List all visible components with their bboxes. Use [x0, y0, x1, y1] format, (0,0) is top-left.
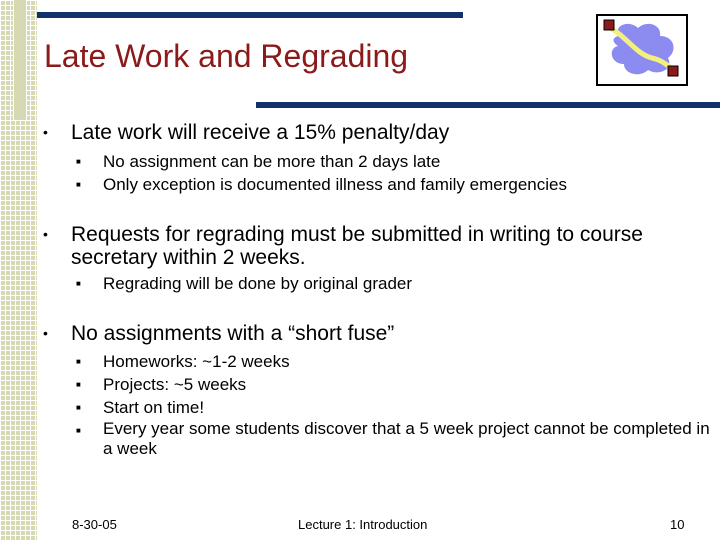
- bullet-2-text: Requests for regrading must be submitted in writing to course secretary within 2 weeks.: [71, 223, 643, 269]
- sub-bullet-text: Only exception is documented illness and family emergencies: [103, 175, 567, 194]
- sub-bullet-dot-icon: ■: [76, 403, 81, 412]
- sub-bullet-dot-icon: ■: [76, 426, 81, 435]
- bullet-list: [43, 121, 713, 459]
- sub-bullet-text: Every year some students discover that a 5 week project cannot be completed in a week: [103, 419, 710, 458]
- sub-bullet: [43, 396, 713, 419]
- slide-title: Late Work and Regrading: [44, 38, 409, 74]
- footer-date: 8-30-05: [72, 517, 117, 532]
- page-number: 10: [670, 517, 685, 532]
- left-strip-bar: [13, 0, 27, 120]
- sub-bullet-dot-icon: ■: [76, 279, 81, 288]
- title-bottom-rule: [256, 102, 720, 108]
- sub-bullet-text: Start on time!: [103, 398, 205, 417]
- sub-bullet-dot-icon: ■: [76, 357, 81, 366]
- sub-bullet: [43, 350, 713, 373]
- bullet-dot-icon: •: [43, 325, 48, 341]
- sub-bullet-text: Projects: ~5 weeks: [103, 375, 247, 394]
- title-top-rule: [37, 12, 463, 18]
- sub-bullet-dot-icon: ■: [76, 180, 81, 189]
- bullet-1: [43, 121, 713, 144]
- bullet-2: [43, 223, 713, 269]
- sub-bullet: [43, 373, 713, 396]
- bullet-3-text: No assignments with a “short fuse”: [71, 322, 395, 345]
- sub-bullet-dot-icon: ■: [76, 380, 81, 389]
- footer-title: Lecture 1: Introduction: [298, 517, 428, 532]
- bullet-dot-icon: •: [43, 226, 48, 242]
- sub-bullet-dot-icon: ■: [76, 157, 81, 166]
- sub-bullet-text: No assignment can be more than 2 days late: [103, 152, 441, 171]
- sub-bullet-text: Homeworks: ~1-2 weeks: [103, 352, 290, 371]
- sub-bullet-text: Regrading will be done by original grader: [103, 274, 413, 293]
- sub-bullet: [43, 419, 713, 459]
- bullet-dot-icon: •: [43, 124, 48, 140]
- sub-bullet: [43, 272, 713, 295]
- sub-bullet: [43, 173, 713, 196]
- network-cloud-icon: [596, 14, 688, 86]
- bullet-3: [43, 322, 713, 345]
- bullet-1-text: Late work will receive a 15% penalty/day: [71, 121, 450, 144]
- sub-bullet: [43, 150, 713, 173]
